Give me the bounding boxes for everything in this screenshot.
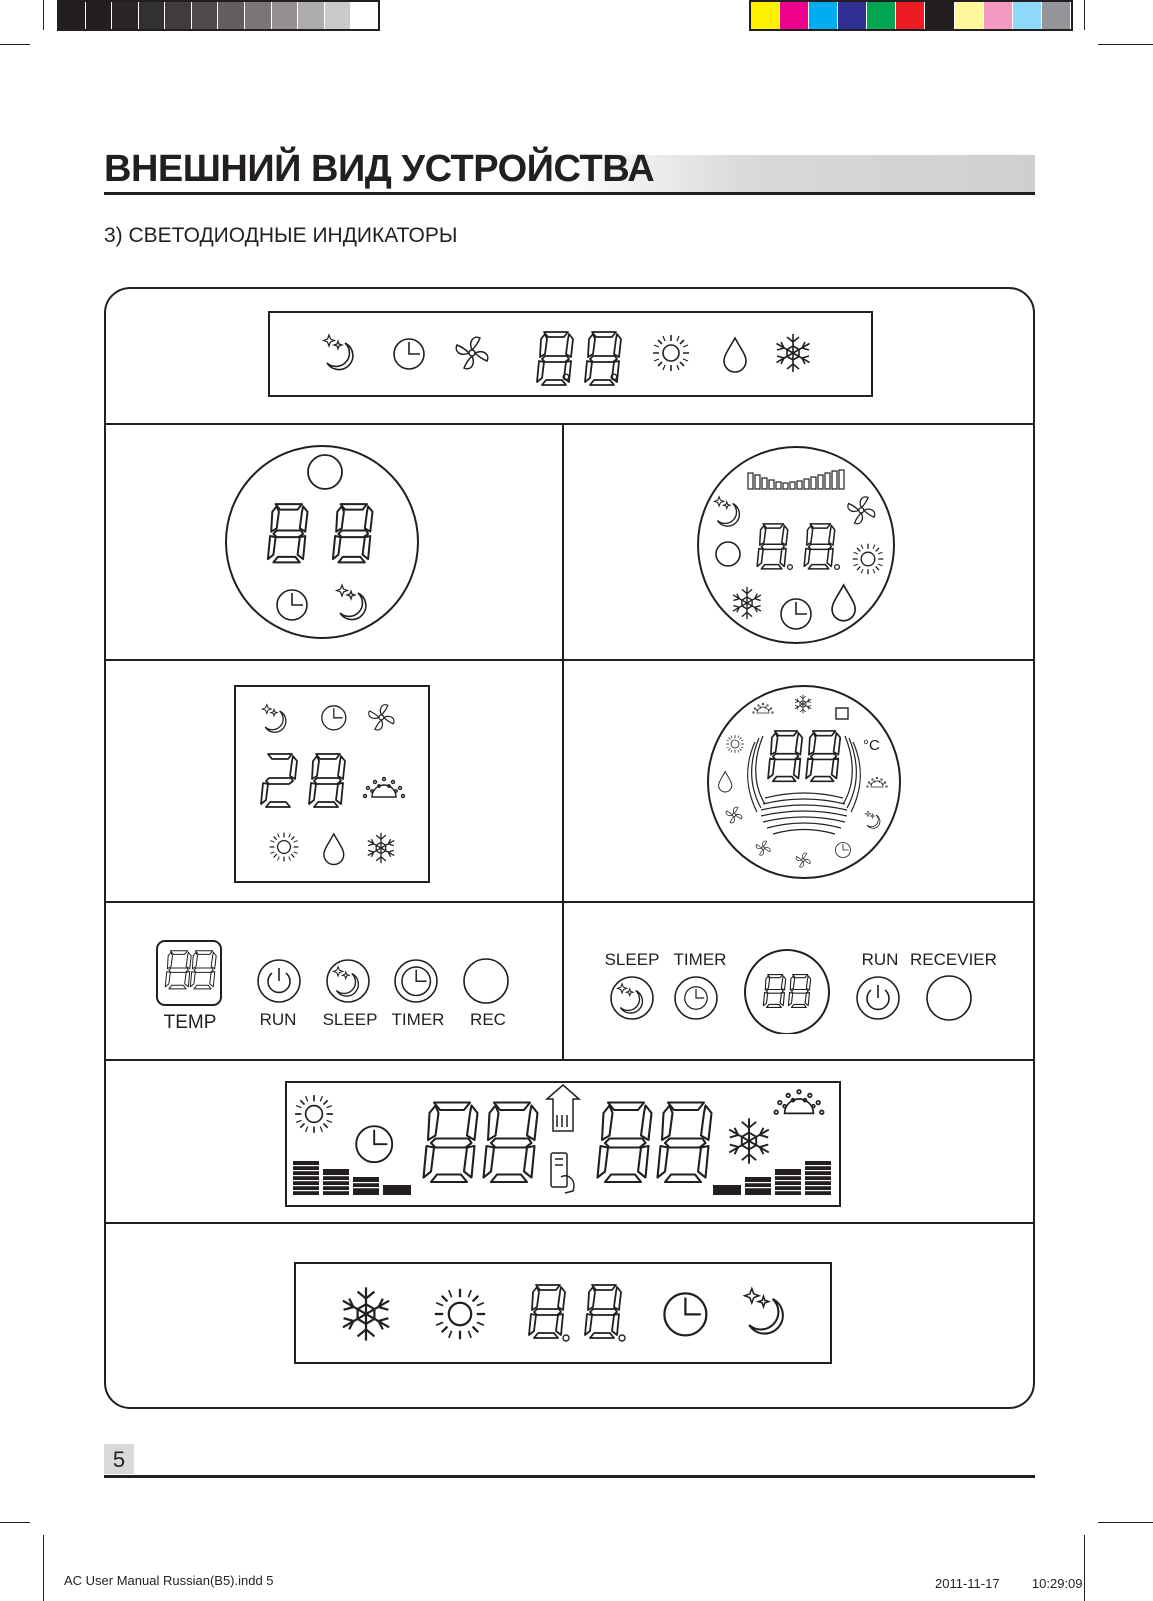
dry-drop-icon — [324, 834, 344, 865]
color-swatch — [112, 2, 139, 29]
title-underline — [104, 192, 1035, 195]
decimal-point — [563, 1335, 569, 1341]
seven-segment-digit-2 — [261, 754, 297, 807]
sleep-icon — [611, 977, 653, 1019]
timer-clock-icon — [836, 843, 851, 858]
sleep-moon-icon — [714, 497, 739, 526]
seven-segment-digit — [333, 504, 373, 562]
display-ring — [745, 950, 829, 1034]
timer-clock-icon — [664, 1293, 706, 1335]
seven-segment-digit — [788, 975, 810, 1008]
receiver-lamp — [927, 976, 971, 1020]
color-swatch — [925, 2, 954, 29]
fan-icon — [848, 497, 875, 524]
color-swatch — [298, 2, 325, 29]
swing-icon — [796, 853, 810, 867]
display-panel-6 — [150, 938, 520, 1014]
swing-icon — [756, 841, 770, 855]
color-swatch — [1013, 2, 1042, 29]
fan-icon — [369, 705, 394, 730]
power-icon — [258, 960, 300, 1002]
heat-sun-icon — [295, 1095, 333, 1133]
display-panel-4 — [234, 685, 432, 885]
fan-icon — [726, 807, 742, 823]
timer-icon — [395, 960, 437, 1002]
color-swatch — [351, 2, 378, 29]
heat-sun-icon — [726, 735, 744, 753]
display-panel-7 — [600, 944, 980, 1034]
sunrise-icon — [774, 1090, 823, 1114]
seven-segment-digit — [484, 1103, 538, 1183]
color-swatch — [780, 2, 809, 29]
indicator-lamp — [308, 455, 342, 489]
seven-segment-digit — [598, 1103, 652, 1183]
process-color-bar — [749, 0, 1073, 31]
footer-rule — [104, 1475, 1035, 1478]
heat-sun-icon — [653, 335, 689, 371]
temp-digit — [165, 951, 191, 989]
crop-mark — [1098, 1522, 1153, 1523]
color-swatch — [139, 2, 166, 29]
timer-clock-icon — [322, 706, 346, 730]
filter-icon — [836, 708, 848, 719]
color-swatch — [245, 2, 272, 29]
grid-divider — [562, 423, 564, 1061]
seven-segment-digit — [806, 731, 840, 781]
color-swatch — [218, 2, 245, 29]
color-swatch — [809, 2, 838, 29]
celsius-icon: °C — [863, 737, 880, 754]
color-swatch — [325, 2, 352, 29]
heat-sun-icon — [270, 833, 299, 862]
sleep-moon-icon — [262, 705, 286, 733]
grid-divider — [104, 901, 1035, 903]
color-swatch — [984, 2, 1013, 29]
seven-segment-digit-8 — [309, 754, 345, 807]
color-swatch — [192, 2, 219, 29]
display-panel-5 — [703, 680, 903, 884]
seven-segment-digit — [585, 332, 621, 385]
crop-mark — [43, 0, 44, 30]
fan-level-bar-graph — [748, 470, 844, 489]
sunrise-icon — [867, 777, 888, 787]
sunrise-icon — [364, 778, 405, 798]
timer-clock-icon — [277, 590, 307, 620]
cool-snowflake-icon — [733, 587, 761, 619]
color-swatch — [838, 2, 867, 29]
page-title: ВНЕШНИЙ ВИД УСТРОЙСТВА — [104, 148, 655, 190]
color-swatch — [1042, 2, 1071, 29]
cool-snowflake-icon — [777, 334, 810, 372]
crop-mark — [1098, 44, 1153, 45]
seven-segment-digit — [757, 524, 788, 569]
timer-clock-icon — [356, 1126, 392, 1162]
run-label: RUN — [259, 1010, 297, 1029]
fan-icon — [456, 337, 488, 369]
crop-mark — [0, 1522, 30, 1523]
color-swatch — [86, 2, 113, 29]
temp-digit — [190, 951, 216, 989]
temp-label: TEMP — [163, 1012, 217, 1033]
section-subtitle: 3) СВЕТОДИОДНЫЕ ИНДИКАТОРЫ — [104, 224, 458, 247]
cool-snowflake-icon — [368, 833, 394, 863]
sleep-moon-icon — [324, 335, 353, 370]
dry-drop-icon — [832, 585, 855, 621]
display-panel-1 — [268, 311, 874, 399]
grid-divider — [104, 423, 1035, 425]
color-swatch — [165, 2, 192, 29]
color-swatch — [955, 2, 984, 29]
timer-clock-icon — [781, 599, 811, 629]
seven-segment-digit — [804, 524, 835, 569]
seven-segment-digit — [268, 504, 308, 562]
run-label: RUN — [861, 950, 899, 969]
sleep-moon-icon — [337, 585, 366, 620]
cool-snowflake-icon — [343, 1287, 389, 1340]
dry-drop-icon — [724, 338, 746, 372]
seven-segment-digit — [658, 1103, 712, 1183]
seven-segment-digit — [537, 332, 573, 385]
color-swatch — [896, 2, 925, 29]
heat-sun-icon — [853, 544, 884, 575]
display-panel-8 — [285, 1081, 843, 1209]
crop-mark — [1084, 1535, 1085, 1601]
heating-arrow-icon — [547, 1085, 579, 1131]
color-swatch — [59, 2, 86, 29]
seven-segment-digit — [763, 975, 785, 1008]
color-swatch — [272, 2, 299, 29]
footer-filename: AC User Manual Russian(B5).indd 5 — [64, 1573, 274, 1588]
grid-divider — [104, 1059, 1035, 1061]
grid-divider — [104, 1222, 1035, 1224]
footer-datetime: 2011-11-17 ᅟᅟ 10:29:09 — [935, 1576, 1083, 1591]
color-swatch — [867, 2, 896, 29]
decimal-point — [788, 565, 793, 570]
rec-label: REC — [470, 1010, 506, 1029]
heat-sun-icon — [435, 1289, 485, 1339]
receiver-lamp — [464, 959, 508, 1003]
seven-segment-digit — [768, 731, 802, 781]
cool-snowflake-icon — [729, 1118, 769, 1164]
seven-segment-digit — [424, 1103, 478, 1183]
timer-label: TIMER — [673, 950, 727, 969]
sleep-moon-icon — [865, 811, 880, 828]
seven-segment-digit — [585, 1285, 621, 1338]
decimal-point — [619, 1335, 625, 1341]
timer-label: TIMER — [391, 1010, 445, 1029]
indicator-lamp — [716, 542, 740, 566]
decimal-point — [835, 565, 840, 570]
display-panel-9 — [294, 1262, 834, 1366]
grid-divider — [104, 659, 1035, 661]
timer-clock-icon — [394, 339, 424, 369]
seven-segment-digit — [529, 1285, 565, 1338]
dry-drop-icon — [719, 772, 732, 792]
timer-icon — [675, 977, 717, 1019]
sleep-moon-icon — [745, 1289, 783, 1334]
crop-mark — [43, 1535, 44, 1601]
page-number: 5 — [104, 1444, 134, 1474]
gray-color-bar — [57, 0, 380, 31]
sleep-label: SLEEP — [604, 950, 660, 969]
cool-snowflake-icon — [795, 695, 812, 714]
sleep-label: SLEEP — [322, 1010, 378, 1029]
receiver-label: RECEVIER — [910, 950, 997, 969]
sleep-icon — [327, 960, 369, 1002]
fan-level-arcs — [748, 736, 861, 834]
crop-mark — [0, 44, 30, 45]
display-panel-3 — [694, 443, 898, 647]
sunrise-icon — [753, 703, 774, 713]
color-swatch — [751, 2, 780, 29]
crop-mark — [1084, 0, 1085, 30]
power-icon — [857, 977, 899, 1019]
display-panel-2 — [224, 437, 424, 647]
remote-hand-icon — [551, 1153, 574, 1193]
